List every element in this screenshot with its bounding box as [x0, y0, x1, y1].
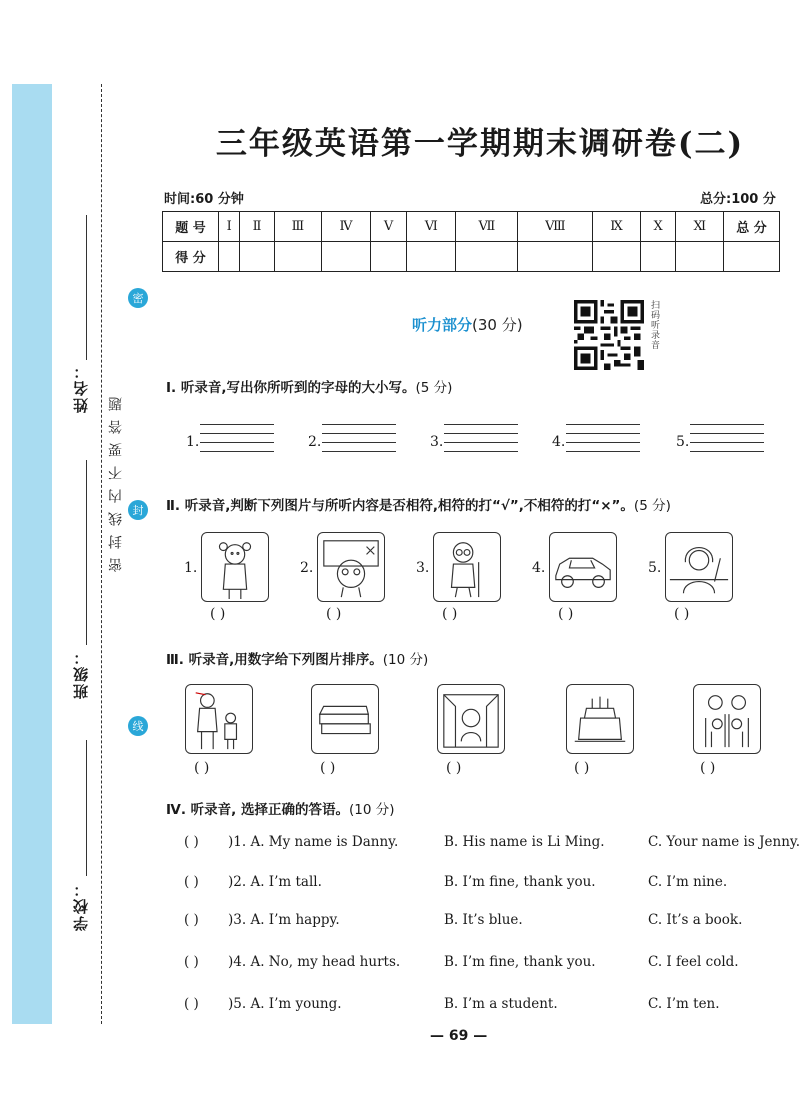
seal-dashed-line [101, 84, 102, 1024]
col-1: Ⅰ [219, 212, 240, 242]
option-a: )2. A. I’m tall. [228, 874, 322, 890]
birthday-cake-picture [566, 684, 634, 754]
answer-bracket[interactable]: ( ) [210, 606, 226, 622]
option-a: )1. A. My name is Danny. [228, 834, 399, 850]
q1-number: 4. [552, 434, 566, 450]
page-number: — 69 — [430, 1028, 488, 1044]
answer-bracket[interactable]: ( ) [700, 760, 716, 776]
qr-label: 扫码听录音 [649, 300, 659, 350]
col-9: Ⅸ [593, 212, 640, 242]
answer-bracket[interactable]: ( ) [320, 760, 336, 776]
answer-bracket[interactable]: ( ) [194, 760, 210, 776]
class-line [86, 460, 87, 645]
option-c: C. I’m nine. [648, 874, 728, 890]
option-b: B. I’m fine, thank you. [444, 954, 596, 970]
col-3: Ⅲ [274, 212, 321, 242]
score-cell-3[interactable] [274, 242, 321, 272]
score-value-row [163, 242, 780, 272]
woman-picture [665, 532, 733, 602]
option-c: C. I’m ten. [648, 996, 720, 1012]
q2-heading [166, 494, 671, 514]
answer-bracket[interactable]: ( ) [184, 996, 199, 1012]
option-a: )3. A. I’m happy. [228, 912, 340, 928]
seal-mark-top: 密 [128, 288, 148, 308]
col-7: Ⅶ [456, 212, 518, 242]
q2-points: (5 分) [633, 498, 671, 514]
grandpa-picture [433, 532, 501, 602]
qr-code-icon[interactable] [574, 300, 644, 370]
row-label-score: 得 分 [163, 242, 219, 272]
q1-points: (5 分) [415, 380, 453, 396]
q4-title: Ⅳ. 听录音, 选择正确的答语。 [166, 802, 349, 818]
q1-number: 2. [308, 434, 322, 450]
seal-instruction: 密封线内不要答题 [108, 388, 124, 572]
school-label: 学校： [72, 880, 90, 931]
option-b: B. It’s blue. [444, 912, 523, 928]
girl-picture [201, 532, 269, 602]
col-total: 总 分 [724, 212, 780, 242]
q3-heading [166, 648, 428, 668]
score-cell-4[interactable] [322, 242, 371, 272]
col-10: Ⅹ [640, 212, 676, 242]
answer-bracket[interactable]: ( ) [574, 760, 590, 776]
q2-number: 1. [184, 560, 198, 576]
q1-number: 3. [430, 434, 444, 450]
class-label: 班级： [72, 648, 90, 699]
col-6: Ⅵ [407, 212, 456, 242]
score-cell-2[interactable] [240, 242, 274, 272]
name-label: 姓名： [72, 362, 90, 413]
cartoon-picture [317, 532, 385, 602]
score-cell-1[interactable] [219, 242, 240, 272]
answer-bracket[interactable]: ( ) [446, 760, 462, 776]
option-c: C. It’s a book. [648, 912, 743, 928]
family-picture [693, 684, 761, 754]
score-table [162, 211, 780, 272]
option-b: B. His name is Li Ming. [444, 834, 605, 850]
score-cell-6[interactable] [407, 242, 456, 272]
q1-number: 1. [186, 434, 200, 450]
listening-section-title [412, 314, 523, 335]
car-picture [549, 532, 617, 602]
school-line [86, 740, 87, 876]
col-4: Ⅳ [322, 212, 371, 242]
writing-lines[interactable] [322, 424, 396, 460]
score-cell-9[interactable] [593, 242, 640, 272]
col-11: Ⅺ [676, 212, 724, 242]
exam-time: 时间:60 分钟 [164, 192, 244, 207]
score-cell-total[interactable] [724, 242, 780, 272]
col-5: Ⅴ [370, 212, 406, 242]
q4-points: (10 分) [349, 802, 395, 818]
answer-bracket[interactable]: ( ) [558, 606, 574, 622]
name-line [86, 215, 87, 360]
answer-bracket[interactable]: ( ) [184, 834, 199, 850]
answer-bracket[interactable]: ( ) [184, 874, 199, 890]
score-cell-8[interactable] [518, 242, 593, 272]
exam-title: 三年级英语第一学期期末调研卷(二) [215, 126, 745, 162]
listening-points: (30 分) [472, 316, 523, 334]
q2-number: 2. [300, 560, 314, 576]
row-label-number: 题 号 [163, 212, 219, 242]
answer-bracket[interactable]: ( ) [184, 954, 199, 970]
answer-bracket[interactable]: ( ) [184, 912, 199, 928]
binding-strip [12, 84, 52, 1024]
q1-number: 5. [676, 434, 690, 450]
writing-lines[interactable] [200, 424, 274, 460]
score-cell-11[interactable] [676, 242, 724, 272]
option-c: C. Your name is Jenny. [648, 834, 800, 850]
q4-heading [166, 798, 395, 818]
option-c: C. I feel cold. [648, 954, 739, 970]
writing-lines[interactable] [444, 424, 518, 460]
col-8: Ⅷ [518, 212, 593, 242]
answer-bracket[interactable]: ( ) [674, 606, 690, 622]
father-son-picture [185, 684, 253, 754]
answer-bracket[interactable]: ( ) [326, 606, 342, 622]
q3-points: (10 分) [382, 652, 429, 668]
seal-mark-bottom: 线 [128, 716, 148, 736]
option-a: )4. A. No, my head hurts. [228, 954, 401, 970]
seal-mark-middle: 封 [128, 500, 148, 520]
q2-number: 3. [416, 560, 430, 576]
q2-number: 4. [532, 560, 546, 576]
option-b: B. I’m a student. [444, 996, 558, 1012]
option-a: )5. A. I’m young. [228, 996, 342, 1012]
listening-title: 听力部分 [412, 316, 473, 334]
score-cell-5[interactable] [370, 242, 406, 272]
col-2: Ⅱ [240, 212, 274, 242]
option-b: B. I’m fine, thank you. [444, 874, 596, 890]
writing-lines[interactable] [690, 424, 764, 460]
books-picture [311, 684, 379, 754]
exam-total: 总分:100 分 [700, 192, 776, 207]
score-cell-7[interactable] [456, 242, 518, 272]
answer-bracket[interactable]: ( ) [442, 606, 458, 622]
q1-title: Ⅰ. 听录音,写出你所听到的字母的大小写。 [166, 380, 416, 396]
q3-title: Ⅲ. 听录音,用数字给下列图片排序。 [166, 652, 383, 668]
score-cell-10[interactable] [640, 242, 676, 272]
q1-heading [166, 376, 452, 396]
window-girl-picture [437, 684, 505, 754]
score-header-row [163, 212, 780, 242]
q2-number: 5. [648, 560, 662, 576]
q2-title: Ⅱ. 听录音,判断下列图片与所听内容是否相符,相符的打“√”,不相符的打“×”。 [166, 498, 634, 514]
writing-lines[interactable] [566, 424, 640, 460]
